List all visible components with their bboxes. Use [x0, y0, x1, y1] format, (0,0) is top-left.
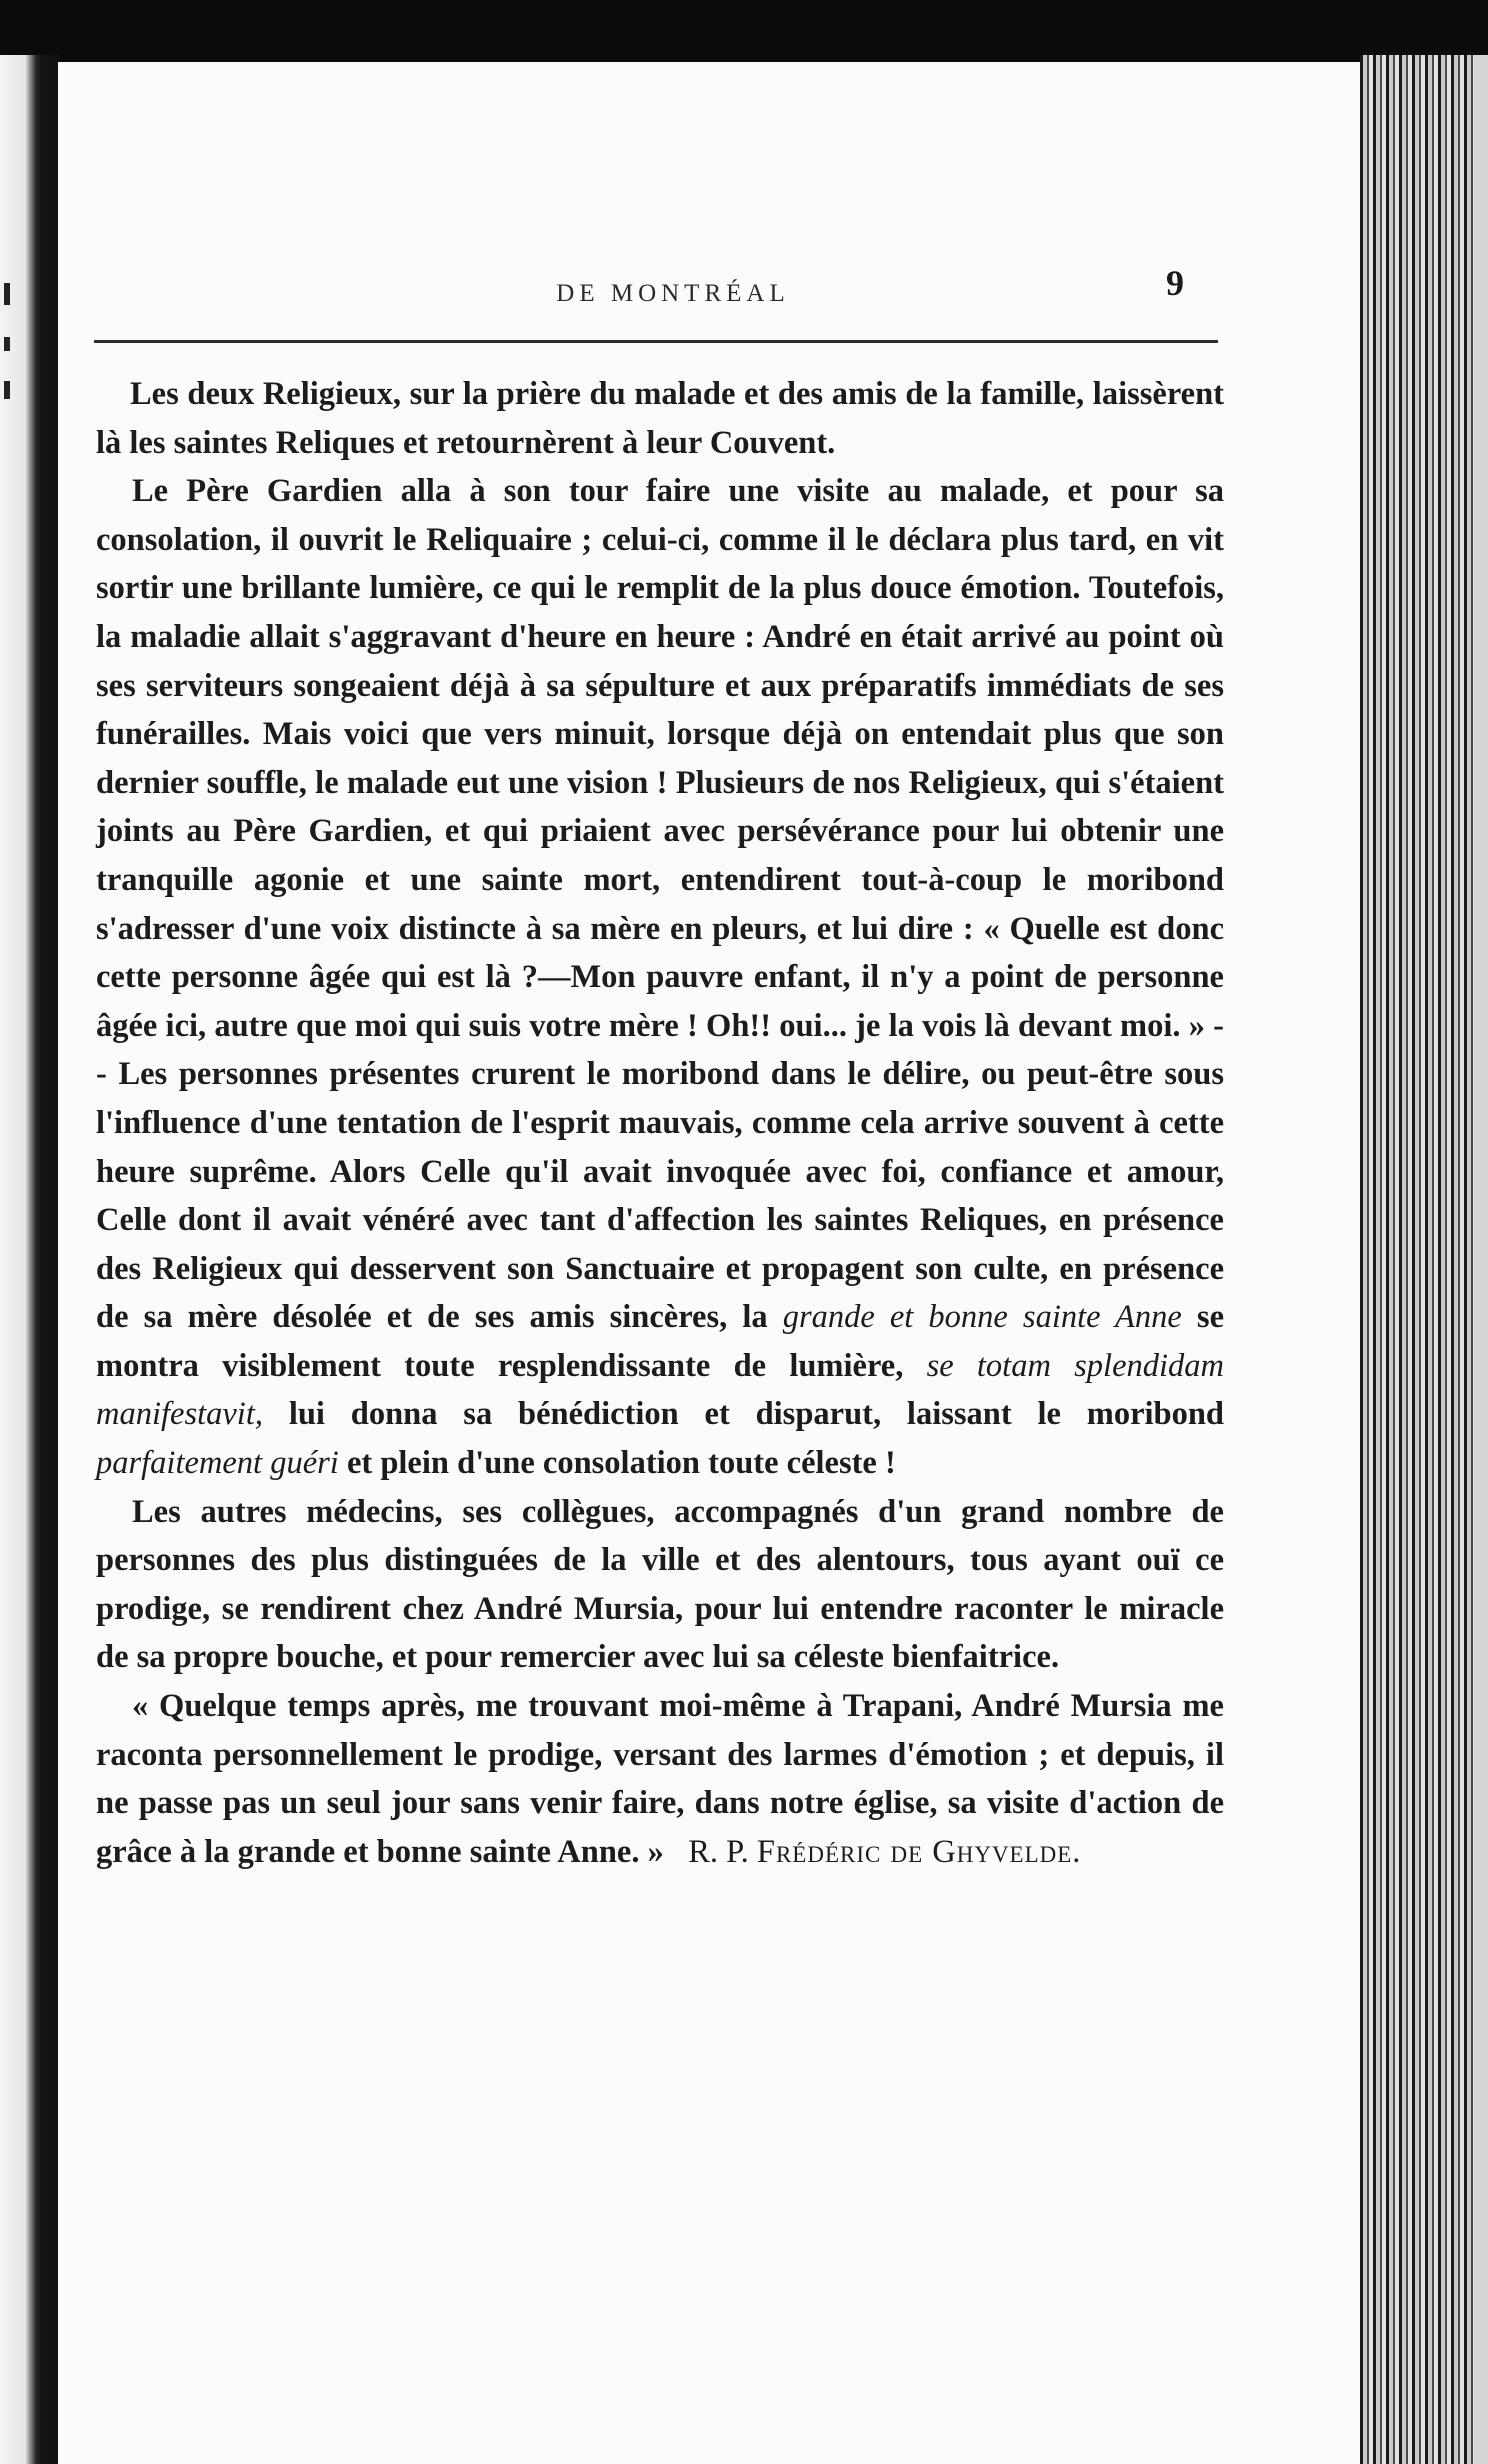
book-page — [58, 62, 1360, 2464]
signature-name: Frédéric de Ghyvelde. — [756, 1833, 1082, 1870]
page-number: 9 — [1166, 263, 1184, 303]
paragraph-4-text: « Quelque temps après, me trouvant moi-même à Trapani, André Mursia me raconta personnellement le prodige, versant des larmes d'émotion ; et depuis, il ne passe pas un seul jour sans venir faire, dans notre église, sa visite d'action de grâce à la grande et bonne sainte Anne. » — [96, 1688, 1224, 1870]
paragraph-4 — [96, 1682, 1224, 1876]
italic-phrase-latin: se totam splendidam manifestavit, — [96, 1347, 1224, 1433]
body-text — [96, 370, 1224, 1876]
signature-prefix: R. P. — [688, 1833, 749, 1870]
margin-mark — [4, 337, 10, 351]
running-title: DE MONTRÉAL — [556, 280, 790, 307]
paragraph-2-text-c: lui donna sa bénédiction et disparut, laissant le moribond — [288, 1396, 1224, 1433]
paragraph-1: Les deux Religieux, sur la prière du malade et des amis de la famille, laissèrent là les saintes Reliques et retournèrent à leur Couvent. — [96, 376, 1224, 461]
paragraph-2 — [96, 467, 1224, 1487]
header-rule — [94, 340, 1218, 343]
margin-mark — [4, 381, 10, 399]
adjacent-page-edge — [0, 55, 42, 2464]
margin-mark — [4, 283, 10, 305]
scan-border-top — [0, 0, 1488, 62]
italic-phrase-sainte-anne: grande et bonne sainte Anne — [782, 1299, 1182, 1336]
signature — [688, 1834, 1081, 1870]
paragraph-3: Les autres médecins, ses collègues, accompagnés d'un grand nombre de personnes des plus distinguées de la ville et des alentours, tous ayant ouï ce prodige, se rendirent chez André Mursia, pour lui entendre raconter le miracle de sa propre bouche, et pour remercier avec lui sa céleste bienfaitrice. — [96, 1493, 1224, 1676]
paragraph-2-text-b: se montra visiblement toute resplendissante de lumière, — [96, 1299, 1224, 1384]
paragraph-2-text-d: et plein d'une consolation toute céleste ! — [346, 1445, 896, 1482]
italic-phrase-gueri: parfaitement guéri — [96, 1445, 339, 1482]
paragraph-2-text-a: Le Père Gardien alla à son tour faire une visite au malade, et pour sa consolation, il ouvrit le Reliquaire ; celui-ci, comme il le déclara plus tard, en vit sortir une brillante lumière, ce qui le remplit de la plus douce émotion. Toutefois, la maladie allait s'aggravant d'heure en heure : André en était arrivé au point où ses serviteurs songeaient déjà à sa sépulture et aux préparatifs immédiats de ses funérailles. Mais voici que vers minuit, lorsque déjà on entendait plus que son dernier souffle, le malade eut une vision ! Plusieurs de nos Religieux, qui s'étaient joints au Père Gardien, et qui priaient avec persévérance pour lui obtenir une tranquille agonie et une sainte mort, entendirent tout-à-coup le moribond s'adresser d'une voix distincte à sa mère en pleurs, et lui dire : « Quelle est donc cette personne âgée qui est là ?—Mon pauvre enfant, il n'y a point de personne âgée ici, autre que moi qui suis votre mère ! Oh!! oui... je la vois là devant moi. » -- Les personnes présentes crurent le moribond dans le délire, ou peut-être sous l'influence d'une tentation de l'esprit mauvais, comme cela arrive souvent à cette heure suprême. Alors Celle qu'il avait invoquée avec foi, confiance et amour, Celle dont il avait vénéré avec tant d'affection les saintes Reliques, en présence des Religieux qui desservent son Sanctuaire et propagent son culte, en présence de sa mère désolée et de ses amis sincères, la — [96, 473, 1224, 1336]
page-stack-edges — [1360, 55, 1488, 2464]
